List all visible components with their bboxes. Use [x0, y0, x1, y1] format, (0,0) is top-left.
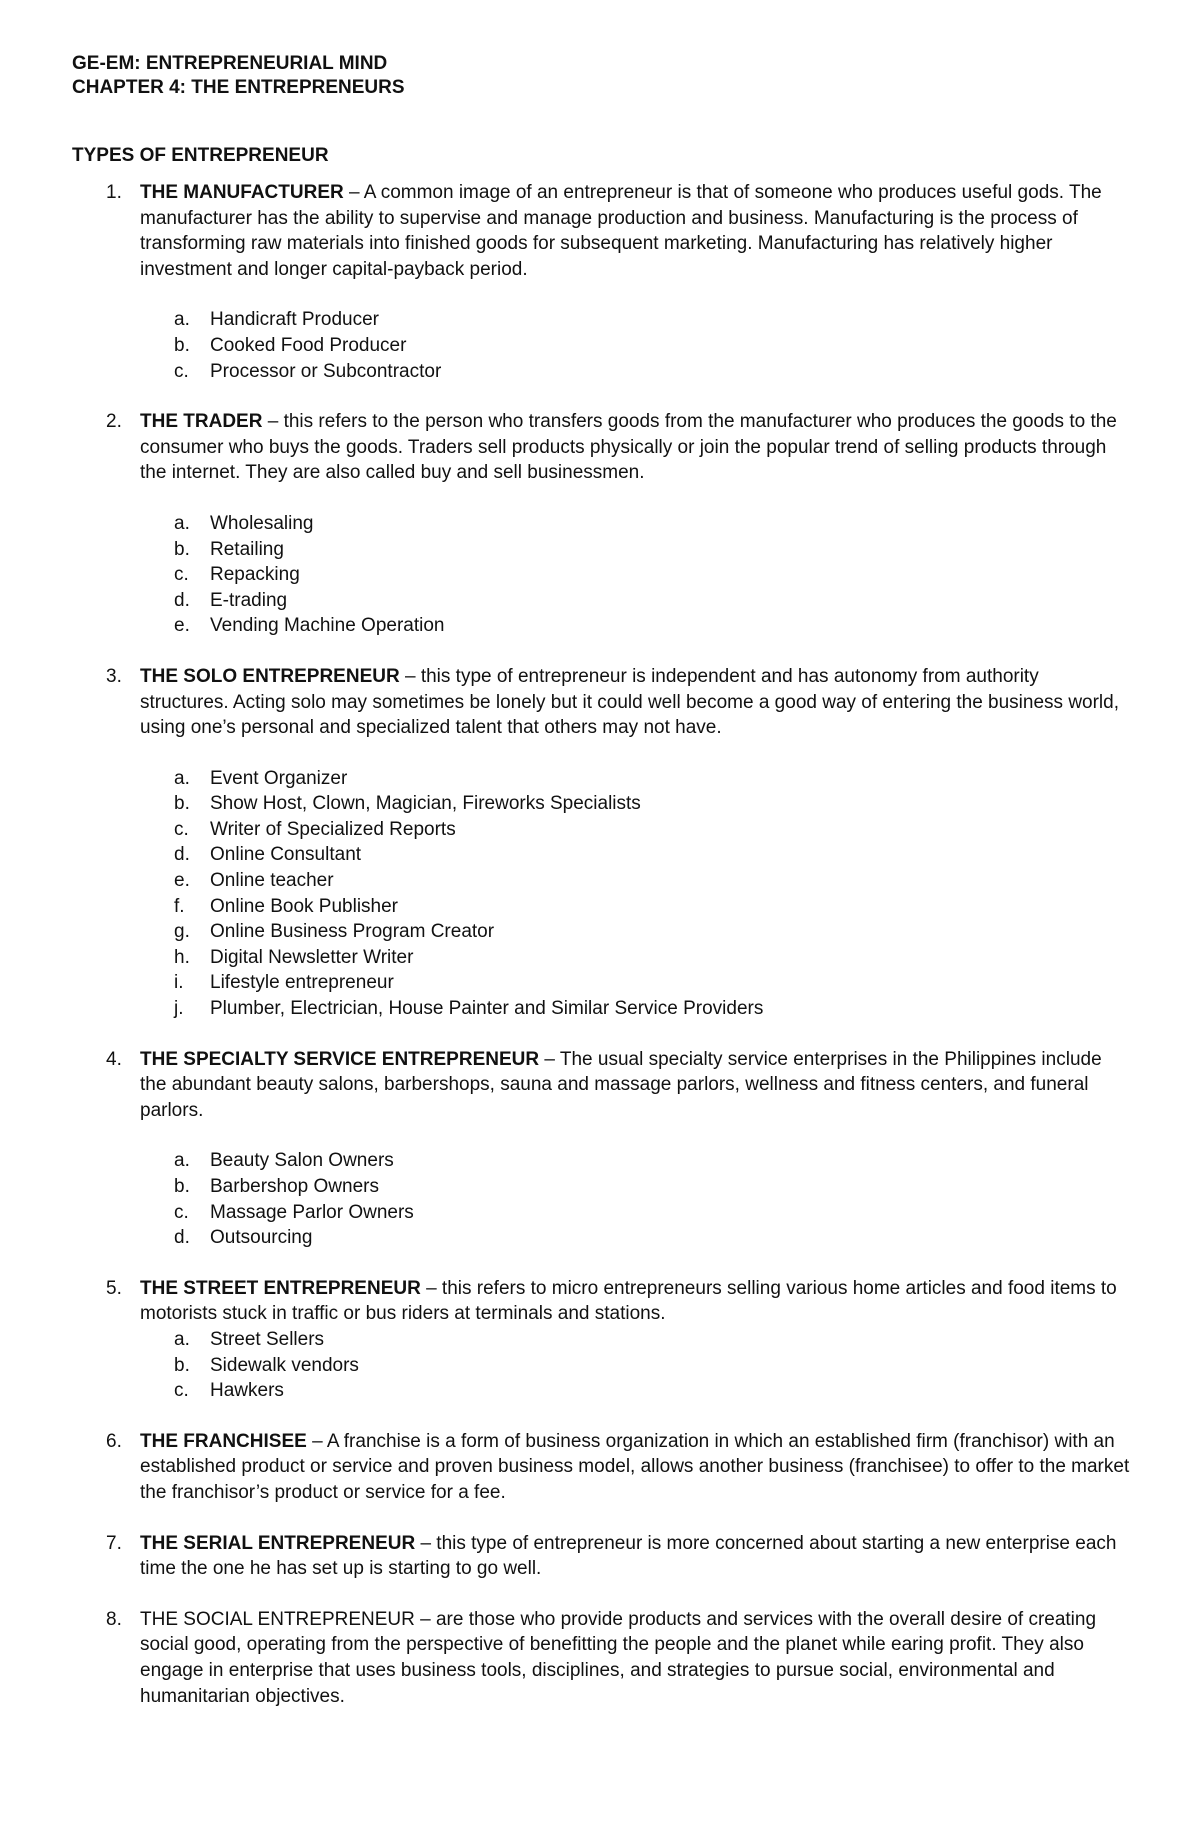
item-body [140, 1276, 1132, 1404]
sub-text: Writer of Specialized Reports [210, 818, 456, 840]
sub-text: Wholesaling [210, 512, 314, 534]
section-title: TYPES OF ENTREPRENEUR [72, 145, 329, 166]
item-number: 4. [106, 1048, 122, 1070]
sub-letter: e. [174, 870, 190, 892]
sub-letter: c. [174, 360, 189, 382]
sub-text: Lifestyle entrepreneur [210, 972, 394, 994]
sub-list-item [140, 588, 1132, 614]
sub-text: Handicraft Producer [210, 309, 379, 331]
list-item-manufacturer [72, 180, 1132, 384]
list-item-franchisee [72, 1429, 1132, 1506]
sub-list-item [140, 562, 1132, 588]
sub-list-item [140, 842, 1132, 868]
sub-list-item [140, 766, 1132, 792]
list-item-solo-entrepreneur [72, 664, 1132, 1022]
item-term: THE SOLO ENTREPRENEUR [140, 665, 400, 687]
item-description: – this refers to micro entrepreneurs selling various home articles and food items to motorists stuck in traffic or bus riders at terminals and stations. [140, 1277, 1117, 1325]
sub-text: Online Consultant [210, 844, 362, 866]
sub-text: E-trading [210, 589, 288, 611]
sub-list-item [140, 996, 1132, 1022]
sub-text: Retailing [210, 538, 284, 560]
item-number: 5. [106, 1277, 122, 1299]
sub-letter: b. [174, 334, 190, 356]
sub-list-item [140, 894, 1132, 920]
item-term: THE FRANCHISEE [140, 1430, 307, 1452]
sub-letter: c. [174, 818, 189, 840]
sub-list-item [140, 868, 1132, 894]
sub-text: Sidewalk vendors [210, 1354, 359, 1376]
item-description: – this type of entrepreneur is more concerned about starting a new enterprise each time the one he has set up is starting to go well. [140, 1532, 1117, 1580]
item-number: 6. [106, 1430, 122, 1452]
sub-text: Digital Newsletter Writer [210, 946, 414, 968]
sub-letter: b. [174, 1354, 190, 1376]
sub-list-item [140, 511, 1132, 537]
sub-letter: b. [174, 793, 190, 815]
item-paragraph [140, 1607, 1132, 1709]
sub-text: Plumber, Electrician, House Painter and Similar Service Providers [210, 998, 764, 1020]
sub-list [140, 307, 1132, 384]
sub-list-item [140, 919, 1132, 945]
sub-text: Vending Machine Operation [210, 615, 445, 637]
sub-list-item [140, 1378, 1132, 1404]
item-description: – A franchise is a form of business organization in which an established firm (franchisor) with an established product or service and proven business model, allows another business (franchisee) to offer to the market the franchisor’s product or service for a fee. [140, 1430, 1130, 1503]
sub-list [140, 511, 1132, 639]
sub-list-item [140, 307, 1132, 333]
item-description: – are those who provide products and services with the overall desire of creating social good, operating from the perspective of benefitting the people and the planet while earing profit. They also engage in enterprise that uses business tools, disciplines, and strategies to pursue social, environmental and humanitarian objectives. [140, 1608, 1097, 1707]
sub-list-item [140, 1353, 1132, 1379]
sub-list-item [140, 1200, 1132, 1226]
sub-list [140, 1148, 1132, 1250]
sub-list [140, 766, 1132, 1022]
item-body [140, 180, 1132, 384]
sub-letter: a. [174, 512, 190, 534]
item-description: – this type of entrepreneur is independent and has autonomy from authority structures. Acting solo may sometimes be lonely but it could well become a good way of entering the business world, using one’s personal and specialized talent that others may not have. [140, 665, 1120, 739]
sub-text: Cooked Food Producer [210, 334, 407, 356]
sub-list-item [140, 537, 1132, 563]
document-header [72, 52, 405, 100]
sub-list-item [140, 359, 1132, 385]
list-item-trader [72, 409, 1132, 639]
item-number: 2. [106, 411, 122, 433]
item-number: 7. [106, 1532, 122, 1554]
sub-text: Online Book Publisher [210, 895, 398, 917]
item-paragraph [140, 1276, 1132, 1327]
sub-list [140, 1327, 1132, 1404]
chapter-title: CHAPTER 4: THE ENTREPRENEURS [72, 77, 405, 98]
sub-letter: d. [174, 589, 190, 611]
list-item-street-entrepreneur [72, 1276, 1132, 1404]
sub-text: Barbershop Owners [210, 1176, 379, 1197]
item-number: 3. [106, 665, 122, 687]
item-body [140, 1607, 1132, 1709]
item-body [140, 664, 1132, 1022]
item-description: – The usual specialty service enterprises in the Philippines include the abundant beauty salons, barbershops, sauna and massage parlors, wellness and fitness centers, and funeral parlors. [140, 1048, 1102, 1121]
sub-list-item [140, 945, 1132, 971]
list-item-serial-entrepreneur [72, 1531, 1132, 1582]
item-body [140, 1047, 1132, 1251]
sub-letter: d. [174, 1227, 190, 1249]
sub-letter: h. [174, 946, 190, 968]
sub-letter: f. [174, 895, 185, 917]
sub-text: Massage Parlor Owners [210, 1201, 414, 1223]
sub-letter: e. [174, 615, 190, 637]
list-item-specialty-service-entrepreneur [72, 1047, 1132, 1251]
course-title: GE-EM: ENTREPRENEURIAL MIND [72, 53, 388, 74]
sub-letter: g. [174, 921, 190, 943]
sub-list-item [140, 1174, 1132, 1200]
sub-text: Repacking [210, 564, 300, 586]
sub-list-item [140, 333, 1132, 359]
item-term: THE SPECIALTY SERVICE ENTREPRENEUR [140, 1048, 540, 1070]
list-item-social-entrepreneur [72, 1607, 1132, 1709]
sub-text: Event Organizer [210, 767, 348, 789]
sub-list-item [140, 791, 1132, 817]
item-body [140, 409, 1132, 639]
item-body [140, 1429, 1132, 1506]
sub-letter: b. [174, 1176, 190, 1197]
entrepreneur-types-list [72, 180, 1132, 1734]
sub-letter: i. [174, 972, 184, 994]
sub-letter: b. [174, 538, 190, 560]
item-number: 1. [106, 182, 122, 203]
sub-text: Beauty Salon Owners [210, 1150, 394, 1172]
item-description: – this refers to the person who transfers goods from the manufacturer who produces the goods to the consumer who buys the goods. Traders sell products physically or join the popular trend of selling products through the internet. They are also called buy and sell businessmen. [140, 411, 1117, 484]
sub-letter: a. [174, 1150, 190, 1172]
sub-text: Processor or Subcontractor [210, 360, 442, 382]
item-term: THE SERIAL ENTREPRENEUR [140, 1532, 416, 1554]
item-paragraph [140, 664, 1132, 741]
sub-list-item [140, 613, 1132, 639]
sub-letter: c. [174, 1380, 189, 1402]
item-term: THE TRADER [140, 411, 263, 433]
item-body [140, 1531, 1132, 1582]
sub-letter: c. [174, 1201, 189, 1223]
sub-list-item [140, 1148, 1132, 1174]
item-paragraph [140, 1531, 1132, 1582]
item-term: THE SOCIAL ENTREPRENEUR [140, 1608, 415, 1630]
sub-text: Hawkers [210, 1380, 284, 1402]
sub-letter: a. [174, 309, 190, 331]
sub-letter: a. [174, 1328, 190, 1350]
item-number: 8. [106, 1608, 122, 1630]
item-description: – A common image of an entrepreneur is that of someone who produces useful gods. The manufacturer has the ability to supervise and manage production and business. Manufacturing is the process of transforming raw materials into finished goods for subsequent marketing. Manufacturing has relatively higher investment and longer capital-payback period. [140, 182, 1102, 280]
sub-text: Online Business Program Creator [210, 921, 495, 943]
sub-letter: a. [174, 767, 190, 789]
sub-text: Show Host, Clown, Magician, Fireworks Specialists [210, 793, 641, 815]
item-paragraph [140, 1047, 1132, 1124]
sub-list-item [140, 1327, 1132, 1353]
sub-list-item [140, 1225, 1132, 1251]
sub-text: Street Sellers [210, 1328, 325, 1350]
sub-text: Online teacher [210, 870, 334, 892]
item-term: THE MANUFACTURER [140, 182, 344, 203]
item-paragraph [140, 409, 1132, 486]
sub-letter: d. [174, 844, 190, 866]
item-term: THE STREET ENTREPRENEUR [140, 1277, 421, 1299]
item-paragraph [140, 180, 1132, 282]
sub-text: Outsourcing [210, 1227, 313, 1249]
sub-letter: c. [174, 564, 189, 586]
item-paragraph [140, 1429, 1132, 1506]
sub-list-item [140, 970, 1132, 996]
sub-letter: j. [174, 998, 184, 1020]
sub-list-item [140, 817, 1132, 843]
